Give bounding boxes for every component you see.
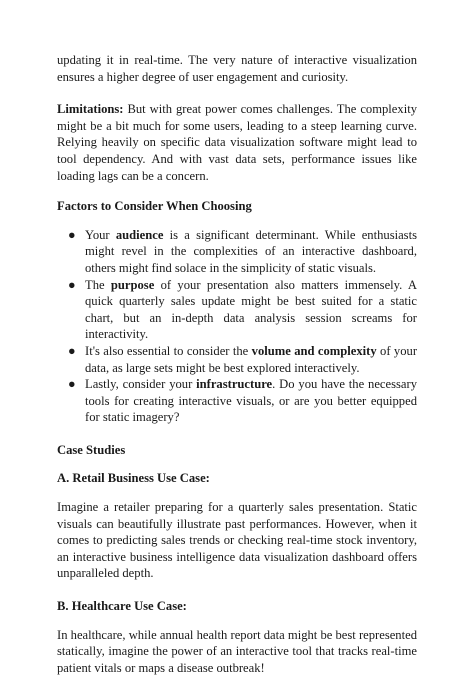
bullet-icon: ● bbox=[68, 343, 76, 358]
factor-item-pre: It's also essential to consider the bbox=[85, 343, 252, 358]
factors-list bbox=[57, 227, 417, 426]
bullet-icon: ● bbox=[68, 277, 76, 292]
factor-item-post: of your data, as large sets might be best explored interactively. bbox=[85, 343, 418, 375]
factor-item-audience bbox=[68, 227, 417, 277]
factor-item-post: is a significant determinant. While enthusiasts might revel in the complexities of an interactive dashboard, others might find solace in the simplicity of static visuals. bbox=[85, 227, 417, 275]
limitations-label: Limitations: bbox=[57, 102, 124, 117]
factor-item-infrastructure bbox=[68, 376, 417, 426]
factor-item-keyword: infrastructure bbox=[196, 377, 273, 392]
limitations-paragraph bbox=[57, 101, 417, 184]
factor-item-volume bbox=[68, 343, 418, 376]
healthcare-heading: B. Healthcare Use Case: bbox=[57, 599, 187, 614]
case-studies-heading: Case Studies bbox=[57, 442, 126, 457]
factor-item-pre: Your bbox=[85, 227, 116, 242]
limitations-text: But with great power comes challenges. The complexity might be a bit much for some users, leading to a steep learning curve. Relying heavily on specific data visualization software might lead to tool dependency. And with vast data sets, performance issues like loading lags can be a concern. bbox=[57, 102, 417, 183]
factor-item-keyword: volume and complexity bbox=[251, 343, 377, 358]
healthcare-paragraph: In healthcare, while annual health report data might be best represented statically, imagine the power of an interactive tool that tracks real-time patient vitals or maps a disease outbreak! bbox=[57, 627, 417, 675]
document-page bbox=[57, 52, 417, 676]
factor-item-pre: The bbox=[85, 277, 111, 292]
intro-paragraph: updating it in real-time. The very nature of interactive visualization ensures a higher degree of user engagement and curiosity. bbox=[57, 53, 417, 84]
factor-item-keyword: purpose bbox=[110, 277, 155, 292]
factor-item-post: . Do you have the necessary tools for creating interactive visuals, or are you better equipped for static imagery? bbox=[85, 377, 417, 425]
factors-heading: Factors to Consider When Choosing bbox=[57, 199, 252, 214]
factor-item-post: of your presentation also matters immensely. A quick quarterly sales update might be best suited for a static chart, but an in-depth data analysis session screams for interactivity. bbox=[85, 277, 417, 342]
factor-item-keyword: audience bbox=[115, 227, 164, 242]
factor-item-pre: Lastly, consider your bbox=[85, 377, 197, 392]
retail-paragraph: Imagine a retailer preparing for a quarterly sales presentation. Static visuals can beautifully illustrate past performances. However, when it comes to predicting sales trends or checking real-time stock inventory, an interactive business intelligence data visualization dashboard offers unparalleled depth. bbox=[57, 500, 417, 581]
bullet-icon: ● bbox=[68, 227, 76, 242]
factor-item-purpose bbox=[68, 277, 417, 343]
retail-heading: A. Retail Business Use Case: bbox=[57, 471, 210, 486]
bullet-icon: ● bbox=[68, 377, 76, 392]
